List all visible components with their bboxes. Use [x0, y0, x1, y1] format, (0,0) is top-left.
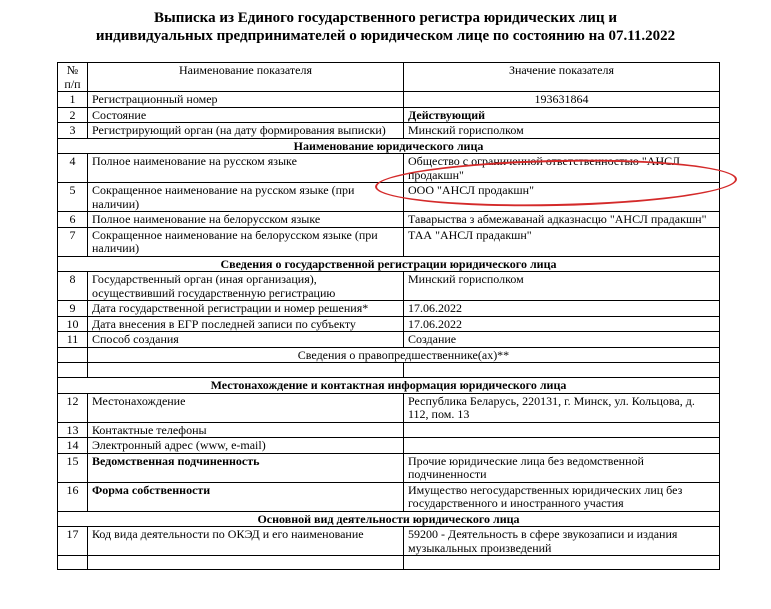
table-row — [58, 393, 720, 422]
empty-cell — [58, 347, 88, 363]
row-value — [404, 422, 720, 438]
row-num: 15 — [58, 453, 88, 482]
table-row — [58, 453, 720, 482]
row-value: ООО "АНСЛ продакшн" — [404, 183, 720, 212]
row-value: Имущество негосударственных юридических лиц без государственного и иностранного участия — [404, 482, 720, 511]
row-num: 9 — [58, 301, 88, 317]
row-num: 12 — [58, 393, 88, 422]
table-row — [58, 154, 720, 183]
table-row — [58, 107, 720, 123]
row-name: Сокращенное наименование на белорусском языке (при наличии) — [88, 227, 404, 256]
empty-cell — [404, 556, 720, 570]
empty-row — [58, 363, 720, 378]
section-title-location: Местонахождение и контактная информация юридического лица — [58, 378, 720, 394]
row-name: Регистрационный номер — [88, 92, 404, 108]
row-name: Форма собственности — [88, 482, 404, 511]
section-title-predecessor: Сведения о правопредшественнике(ах)** — [88, 347, 720, 363]
row-num: 13 — [58, 422, 88, 438]
section-title-names: Наименование юридического лица — [58, 138, 720, 154]
row-num: 8 — [58, 272, 88, 301]
row-num: 10 — [58, 316, 88, 332]
row-num: 16 — [58, 482, 88, 511]
table-row — [58, 183, 720, 212]
row-num: 5 — [58, 183, 88, 212]
table-row — [58, 301, 720, 317]
section-row — [58, 347, 720, 363]
row-num: 17 — [58, 527, 88, 556]
row-value: Республика Беларусь, 220131, г. Минск, ул. Кольцова, д. 112, пом. 13 — [404, 393, 720, 422]
row-value: Минский горисполком — [404, 123, 720, 139]
table-row — [58, 212, 720, 228]
row-num: 2 — [58, 107, 88, 123]
row-value: 17.06.2022 — [404, 316, 720, 332]
row-name: Код вида деятельности по ОКЭД и его наименование — [88, 527, 404, 556]
title-line-2: индивидуальных предпринимателей о юридическом лице по состоянию на 07.11.2022 — [95, 28, 676, 44]
table-row — [58, 227, 720, 256]
empty-row — [58, 556, 720, 570]
row-name: Государственный орган (иная организация), осуществивший государственную регистрацию — [88, 272, 404, 301]
row-name: Полное наименование на русском языке — [88, 154, 404, 183]
row-value: Действующий — [404, 107, 720, 123]
row-value: Создание — [404, 332, 720, 348]
row-value — [404, 438, 720, 454]
table-row — [58, 482, 720, 511]
table-row — [58, 123, 720, 139]
row-num: 7 — [58, 227, 88, 256]
section-row — [58, 256, 720, 272]
row-name: Дата внесения в ЕГР последней записи по субъекту — [88, 316, 404, 332]
table-row — [58, 316, 720, 332]
row-name: Сокращенное наименование на русском языке (при наличии) — [88, 183, 404, 212]
table-header-row — [58, 63, 720, 92]
table-row — [58, 272, 720, 301]
row-num: 1 — [58, 92, 88, 108]
title-line-1: Выписка из Единого государственного регистра юридических лиц и — [154, 10, 617, 26]
row-name: Местонахождение — [88, 393, 404, 422]
section-row — [58, 378, 720, 394]
row-value: 17.06.2022 — [404, 301, 720, 317]
row-name: Дата государственной регистрации и номер решения* — [88, 301, 404, 317]
header-name: Наименование показателя — [88, 63, 404, 92]
table-row — [58, 332, 720, 348]
row-name: Способ создания — [88, 332, 404, 348]
table-row — [58, 438, 720, 454]
row-name: Полное наименование на белорусском языке — [88, 212, 404, 228]
row-name: Контактные телефоны — [88, 422, 404, 438]
row-value: 193631864 — [404, 92, 720, 108]
section-title-registration: Сведения о государственной регистрации юридического лица — [58, 256, 720, 272]
section-row — [58, 511, 720, 527]
table-row — [58, 527, 720, 556]
section-title-activity: Основной вид деятельности юридического лица — [58, 511, 720, 527]
empty-cell — [58, 363, 88, 378]
row-value: ТАА "АНСЛ прадакшн" — [404, 227, 720, 256]
table-row — [58, 422, 720, 438]
header-num: № п/п — [58, 63, 88, 92]
empty-cell — [88, 556, 404, 570]
section-row — [58, 138, 720, 154]
empty-cell — [404, 363, 720, 378]
row-name: Электронный адрес (www, e-mail) — [88, 438, 404, 454]
empty-cell — [58, 556, 88, 570]
table-row — [58, 92, 720, 108]
row-name: Ведомственная подчиненность — [88, 453, 404, 482]
row-num: 6 — [58, 212, 88, 228]
row-name: Регистрирующий орган (на дату формирования выписки) — [88, 123, 404, 139]
row-value: Минский горисполком — [404, 272, 720, 301]
row-name: Состояние — [88, 107, 404, 123]
row-value: 59200 - Деятельность в сфере звукозаписи и издания музыкальных произведений — [404, 527, 720, 556]
row-num: 4 — [58, 154, 88, 183]
row-value: Таварыства з абмежаванай адказнасцю "АНСЛ прадакшн" — [404, 212, 720, 228]
row-num: 3 — [58, 123, 88, 139]
row-num: 14 — [58, 438, 88, 454]
row-num: 11 — [58, 332, 88, 348]
register-extract-table — [57, 62, 720, 570]
document-title — [0, 9, 771, 45]
header-value: Значение показателя — [404, 63, 720, 92]
row-value: Общество с ограниченной ответственностью "АНСЛ продакшн" — [404, 154, 720, 183]
empty-cell — [88, 363, 404, 378]
row-value: Прочие юридические лица без ведомственной подчиненности — [404, 453, 720, 482]
